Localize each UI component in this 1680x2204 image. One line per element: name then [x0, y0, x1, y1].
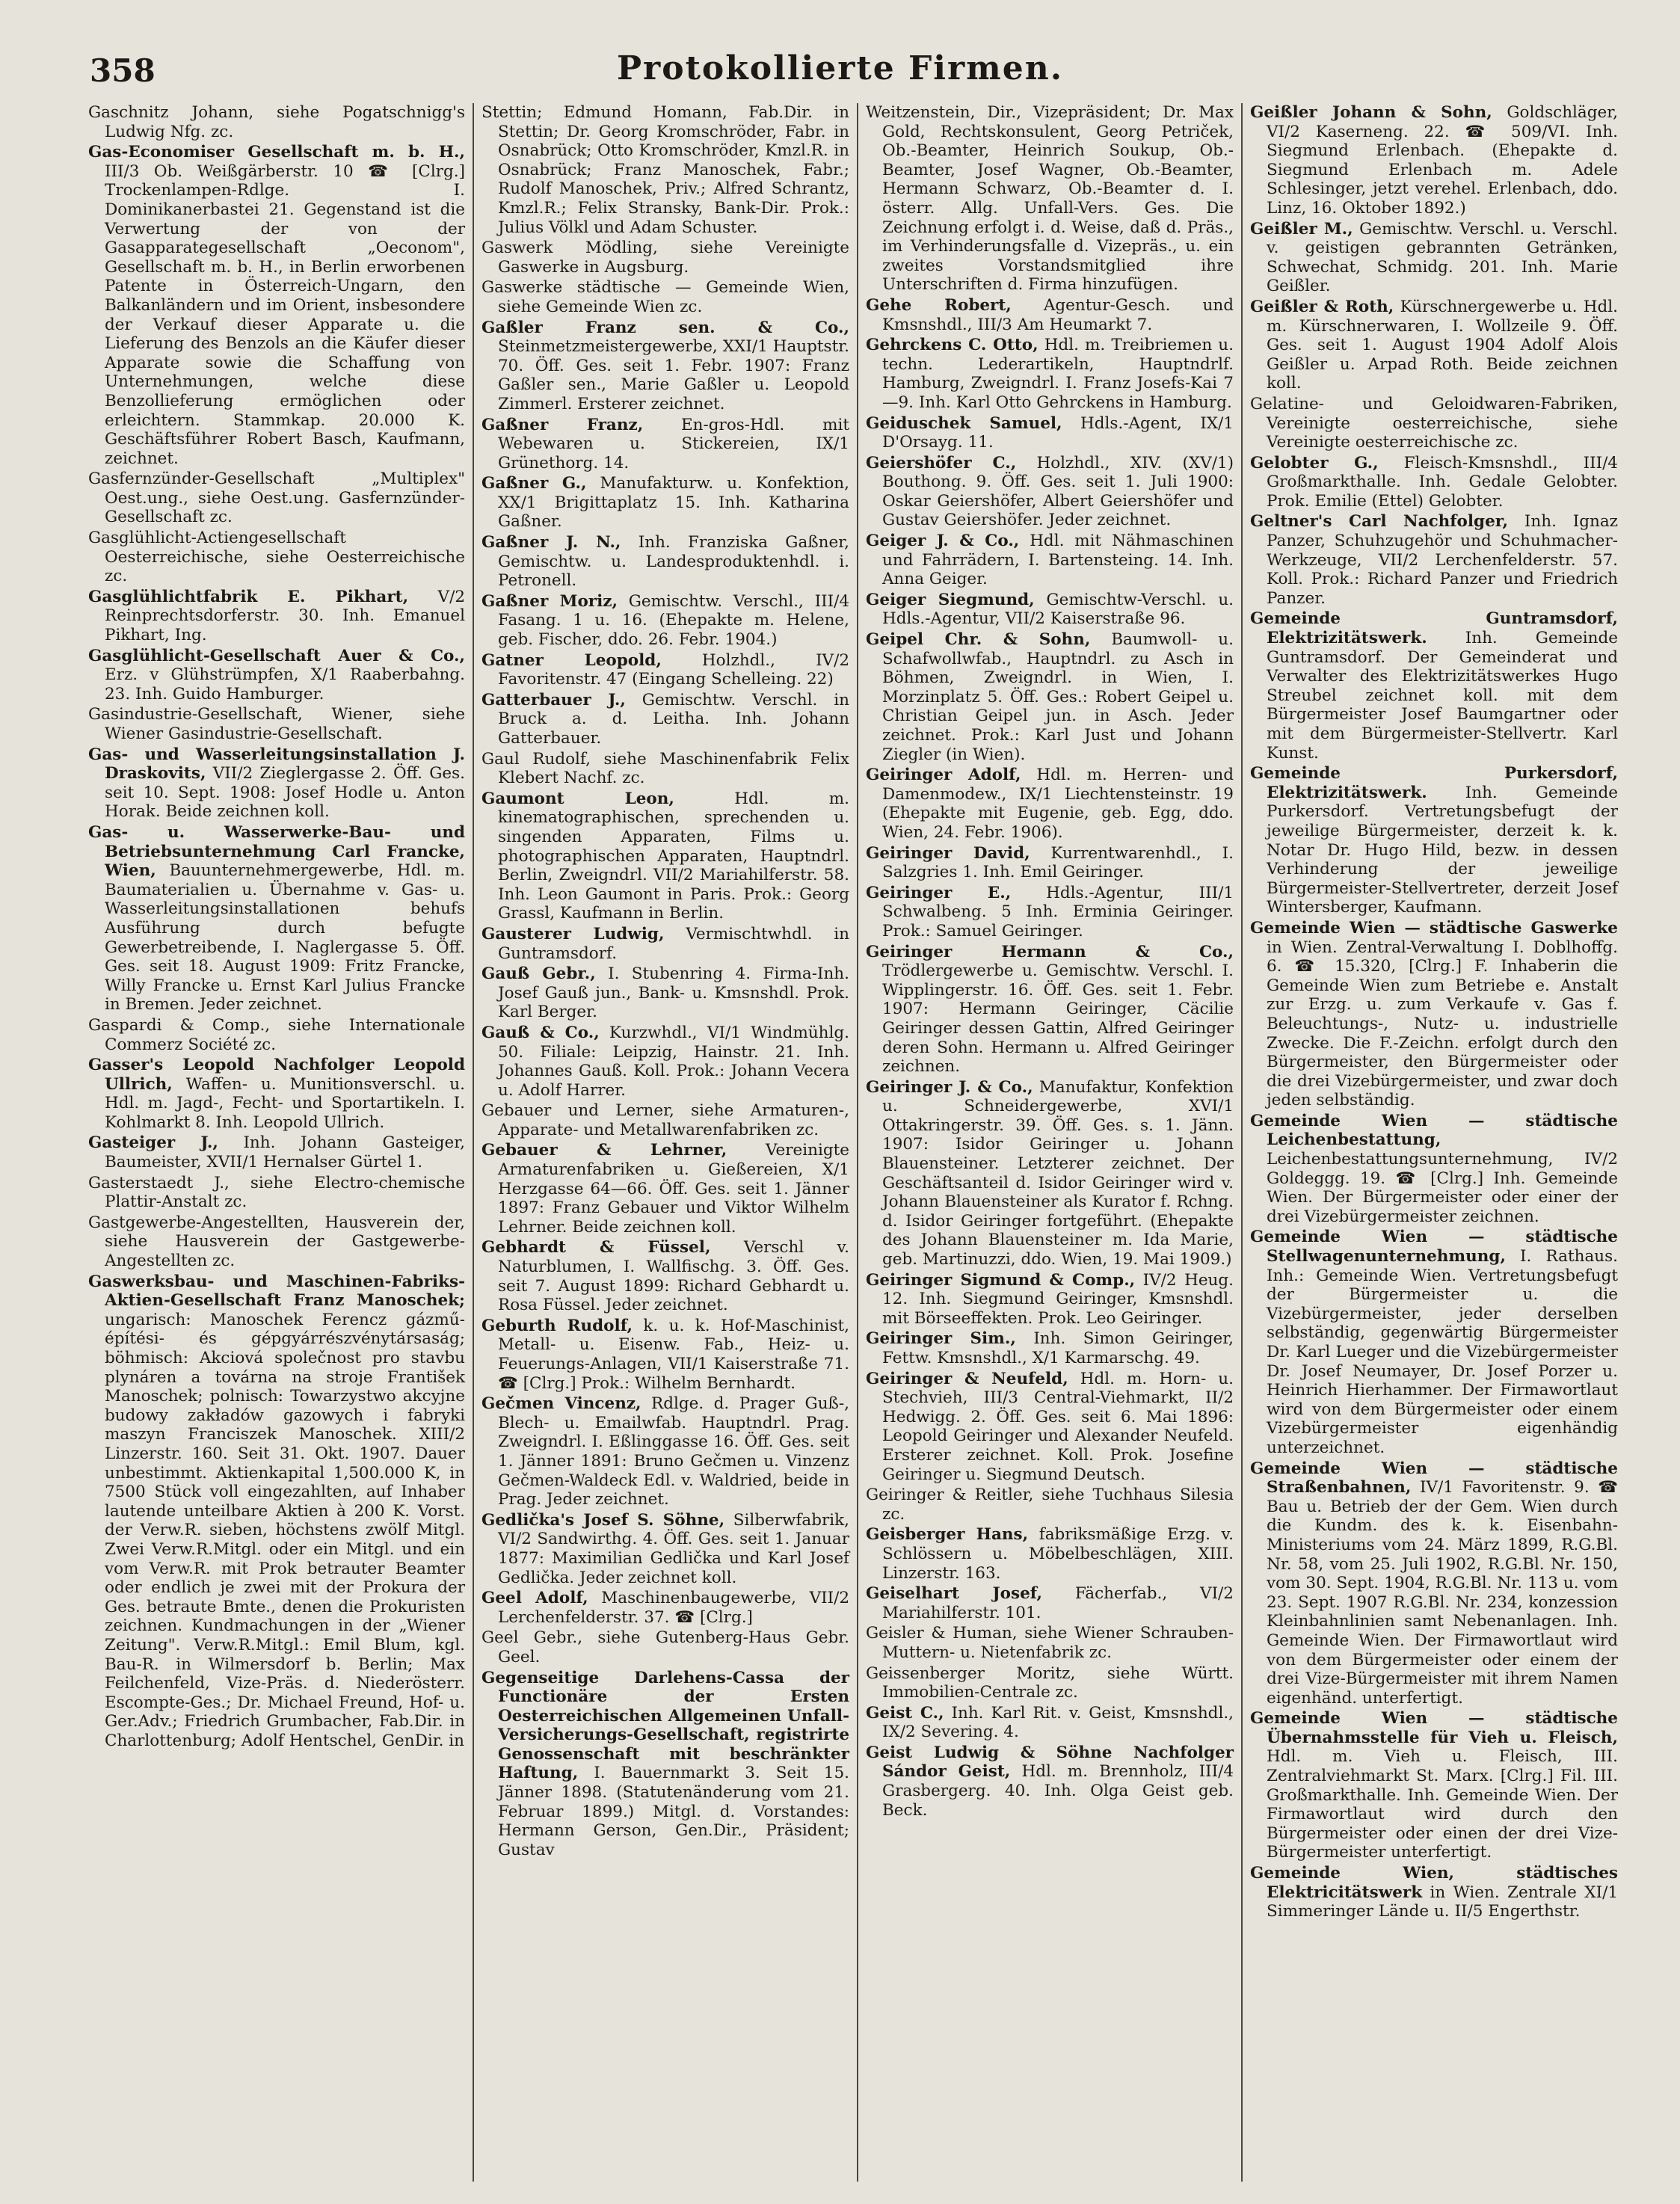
firm-name: Gauß Gebr., — [481, 964, 596, 984]
entry-text: Kürschnergewerbe u. Hdl. m. Kürschnerwaren, I. Wollzeile 9. Öff. Ges. seit 1. August 1904 Adolf Alois Geißler u. Arpad Roth. Beide zeichnen koll. — [1267, 297, 1619, 393]
directory-entry — [1250, 919, 1618, 1110]
directory-entry — [1250, 609, 1618, 763]
firm-name: Gemeinde Wien — städtische Straßenbahnen, — [1250, 1459, 1618, 1497]
firm-name: Geiringer Sim., — [866, 1329, 1016, 1349]
entry-text: Hdl. m. Treibriemen u. techn. Lederartikeln, Hauptndrlf. Hamburg, Zweigndrl. I. Franz Josefs-Kai 7—9. Inh. Karl Otto Gehrckens in Hamburg. — [882, 336, 1234, 412]
directory-entry — [1250, 1112, 1618, 1227]
firm-name: Geiringer Sigmund & Comp., — [866, 1270, 1136, 1290]
entry-text: IV/1 Favoritenstr. 9. ☎ Bau u. Betrieb der der Gem. Wien durch die Kundm. des k. k. Eisenbahn-Ministeriums vom 24. März 1899, R.G.Bl. Nr. 58, vom 25. Juli 1902, R.G.Bl. Nr. 150, vom 30. Sept. 1904, R.G.Bl. Nr. 113 u. vom 23. Sept. 1907 R.G.Bl. Nr. 234, konzession Kleinbahnlinien samt Nebenanlagen. Inh. Gemeinde Wien. Der Firmawortlaut wird von dem Bürgermeister oder einem der drei Vize-Bürgermeister mit ihrem Namen eigenhänd. unterfertigt. — [1267, 1478, 1618, 1708]
firm-name: Geist C., — [866, 1703, 944, 1723]
firm-name: Gehrckens C. Otto, — [866, 336, 1039, 355]
entry-text: Inh. Simon Geiringer, Fettw. Kmsnshdl., X/1 Karmarschg. 49. — [882, 1329, 1234, 1367]
directory-entry — [866, 1486, 1234, 1524]
entry-text: Hdls.-Agentur, III/1 Schwalbeng. 5 Inh. Erminia Geiringer. Prok.: Samuel Geiringer. — [882, 883, 1234, 941]
firm-name: Gas- und Wasserleitungsinstallation J. Draskovits, — [88, 745, 465, 784]
entry-text: Inh. Gemeinde Purkersdorf. Vertretungsbefugt der jeweilige Bürgermeister, derzeit k. k. Notar Dr. Hugo Hild, bezw. in dessen Verhinderung der jeweilige Bürgermeister-Stellvertreter, derzeit Josef Wintersberger, Kaufmann. — [1267, 783, 1618, 917]
directory-entry — [1250, 1459, 1618, 1708]
entry-text: Gemischtw-Verschl. u. Hdls.-Agentur, VII/2 Kaiserstraße 96. — [882, 590, 1234, 629]
entry-text: Gemischtw. Verschl., III/4 Fasang. 1 u. 16. (Ehepakte m. Helene, geb. Fischer, ddo. 26. Febr. 1904.) — [498, 591, 849, 650]
firm-name: Gaumont Leon, — [481, 789, 674, 808]
directory-entry — [866, 454, 1234, 530]
directory-entry — [481, 750, 849, 788]
directory-entry — [481, 278, 849, 316]
firm-name: Gausterer Ludwig, — [481, 924, 665, 944]
directory-entry — [88, 470, 465, 527]
entry-text: Inh. Ignaz Panzer, Schuhzugehör und Schuhmacher-Werkzeuge, VII/2 Lerchenfelderstr. 57. Koll. Prok.: Richard Panzer und Friedrich Panzer. — [1267, 512, 1619, 608]
text-columns — [88, 103, 1627, 2182]
directory-entry — [88, 647, 465, 704]
directory-entry — [866, 766, 1234, 842]
firm-name: Gas- u. Wasserwerke-Bau- und Betriebsunternehmung Carl Francke, Wien, — [88, 822, 465, 881]
entry-text: Gemischtw. Verschl. in Bruck a. d. Leitha. Inh. Johann Gatterbauer. — [498, 690, 849, 748]
entry-text: Geiringer & Reitler, siehe Tuchhaus Silesia zc. — [866, 1486, 1234, 1524]
directory-entry — [481, 1141, 849, 1237]
directory-entry — [481, 651, 849, 689]
firm-name: Geiershöfer C., — [866, 453, 1017, 472]
column-3 — [857, 103, 1241, 2182]
entry-text: Inh. Franziska Gaßner, Gemischtw. u. Landesproduktenhdl. i. Petronell. — [498, 533, 849, 591]
firm-name: Geiringer E., — [866, 883, 1012, 902]
directory-entry — [866, 414, 1234, 452]
directory-entry — [866, 532, 1234, 589]
entry-text: Weitzenstein, Dir., Vizepräsident; Dr. Max Gold, Rechtskonsulent, Georg Petriček, Ob.-Beamter, Heinrich Soukup, Ob.-Beamter, Josef Wagner, Ob.-Beamter, Hermann Schwarz, Ob.-Beamter d. I. österr. Allg. Unfall-Vers. Ges. Die Zeichnung erfolgt i. d. Weise, daß d. Präs., im Verhinderungsfalle d. Vizepräs., u. ein zweites Vorstandsmitglied ihre Unterschriften d. Firma hinzufügen. — [866, 103, 1234, 295]
firm-name: Geiselhart Josef, — [866, 1584, 1043, 1604]
firm-name: Gasser's Leopold Nachfolger Leopold Ullrich, — [88, 1056, 465, 1094]
firm-name: Gelobter G., — [1250, 453, 1379, 472]
entry-text: Vermischtwhdl. in Guntramsdorf. — [498, 924, 849, 963]
directory-entry — [88, 1174, 465, 1212]
directory-entry — [866, 103, 1234, 295]
entry-text: Hdl. mit Nähmaschinen und Fahrrädern, I. Bartensteing. 14. Inh. Anna Geiger. — [882, 532, 1234, 589]
entry-text: Inh. Johann Gasteiger, Baumeister, XVII/1 Hernalser Gürtel 1. — [105, 1133, 465, 1172]
directory-entry — [481, 592, 849, 650]
directory-entry — [88, 823, 465, 1015]
directory-entry — [866, 1370, 1234, 1485]
entry-text: Hdls.-Agent, IX/1 D'Orsayg. 11. — [882, 413, 1234, 452]
entry-text: Gasindustrie-Gesellschaft, Wiener, siehe Wiener Gasindustrie-Gesellschaft. — [88, 705, 465, 743]
entry-text: Erz. v Glühstrümpfen, X/1 Raaberbahng. 23. Inh. Guido Hamburger. — [105, 665, 465, 704]
entry-text: Gaswerk Mödling, siehe Vereinigte Gaswerke in Augsburg. — [481, 238, 849, 277]
firm-name: Gemeinde Purkersdorf, Elektrizitätswerk. — [1250, 764, 1618, 802]
firm-name: Geiringer Adolf, — [866, 766, 1021, 785]
directory-entry — [88, 143, 465, 468]
directory-entry — [481, 318, 849, 414]
firm-name: Geißler Johann & Sohn, — [1250, 103, 1492, 122]
directory-entry — [481, 533, 849, 591]
entry-text: Gaswerke städtische — Gemeinde Wien, siehe Gemeinde Wien zc. — [481, 278, 849, 316]
entry-text: Hdl. m. Brennholz, III/4 Grasbergerg. 40. Inh. Olga Geist geb. Beck. — [882, 1762, 1234, 1820]
entry-text: Hdl. m. kinematographischen, sprechenden u. singenden Apparaten, Films u. photographischen Apparaten, Hauptndrl. Berlin, Zweigndrl. VII/2 Mariahilferstr. 58. Inh. Leon Gaumont in Paris. Prok.: Georg Grassl, Kaufmann in Berlin. — [498, 789, 849, 923]
firm-name: Gaswerksbau- und Maschinen-Fabriks-Aktien-Gesellschaft Franz Manoschek; — [88, 1272, 465, 1311]
directory-entry — [866, 1078, 1234, 1269]
firm-name: Geiger Siegmund, — [866, 590, 1035, 609]
directory-entry — [866, 630, 1234, 764]
entry-text: Fleisch-Kmsnshdl., III/4 Großmarkthalle. Inh. Gedale Gelobter. Prok. Emilie (Ettel) Gelobter. — [1267, 453, 1618, 511]
firm-name: Gatner Leopold, — [481, 650, 662, 670]
firm-name: Geißler M., — [1250, 219, 1353, 238]
firm-name: Geiringer David, — [866, 843, 1030, 863]
firm-name: Geiger J. & Co., — [866, 532, 1020, 551]
firm-name: Gemeinde Wien — städtische Übernahmsstelle für Vieh u. Fleisch, — [1250, 1709, 1618, 1747]
directory-entry — [88, 1272, 465, 1751]
directory-entry — [481, 1238, 849, 1314]
entry-text: VII/2 Zieglergasse 2. Öff. Ges. seit 10. Sept. 1908: Josef Hodle u. Anton Horak. Beide zeichnen koll. — [105, 764, 465, 822]
entry-text: Inh. Karl Rit. v. Geist, Kmsnshdl., IX/2 Severing. 4. — [882, 1703, 1234, 1742]
directory-entry — [866, 296, 1234, 334]
entry-text: in Wien. Zentral-Verwaltung I. Doblhoffg. 6. ☎ 15.320, [Clrg.] F. Inhaberin die Gemeinde Wien zum Betriebe e. Anstalt zur Erzg. u. zum Verkaufe v. Gas f. Beleuchtungs-, Nutz- u. industrielle Zwecke. Die F.-Zeichn. erfolgt durch den Bürgermeister, den Bürgermeister oder die drei Vizebürgermeister, und zwar doch jeden selbständig. — [1267, 938, 1618, 1110]
firm-name: Gemeinde Guntramsdorf, Elektrizitätswerk. — [1250, 609, 1618, 648]
entry-text: Gasfernzünder-Gesellschaft „Multiplex" Oest.ung., siehe Oest.ung. Gasfernzünder-Gesellschaft zc. — [88, 470, 465, 527]
firm-name: Gedlička's Josef S. Söhne, — [481, 1510, 725, 1530]
entry-text: Leichenbestattungsunternehmung, IV/2 Goldeggg. 19. ☎ [Clrg.] Inh. Gemeinde Wien. Der Bürgermeister oder einer der drei Vizebürgermeister zeichnen. — [1267, 1150, 1618, 1226]
directory-entry — [866, 1704, 1234, 1742]
directory-entry — [866, 336, 1234, 412]
directory-entry — [481, 1589, 849, 1627]
directory-entry — [866, 1664, 1234, 1702]
entry-text: Gemischtw. Verschl. u. Verschl. v. geistigen gebrannten Getränken, Schwechat, Schmidg. 201. Inh. Marie Geißler. — [1267, 219, 1618, 296]
directory-entry — [88, 1056, 465, 1132]
firm-name: Geltner's Carl Nachfolger, — [1250, 512, 1509, 532]
firm-name: Geiringer J. & Co., — [866, 1077, 1033, 1097]
entry-text: Hdl. m. Herren- und Damenmodew., IX/1 Liechtensteinstr. 19 (Ehepakte mit Eugenie, geb. Egg, ddo. Wien, 24. Febr. 1906). — [882, 766, 1234, 842]
directory-entry — [481, 691, 849, 748]
directory-entry — [481, 1669, 849, 1860]
entry-text: I. Bauernmarkt 3. Seit 15. Jänner 1898. (Statutenänderung vom 21. Februar 1899.) Mitgl. d. Vorstandes: Hermann Gerson, Gen.Dir., Präsident; Gustav — [498, 1764, 849, 1859]
entry-text: Gaul Rudolf, siehe Maschinenfabrik Felix Klebert Nachf. zc. — [481, 749, 849, 788]
entry-text: Rdlge. d. Prager Guß-, Blech- u. Emailwfab. Hauptndrl. Prag. Zweigndrl. I. Eßlinggasse 16. Öff. Ges. seit 1. Jänner 1891: Bruno Gečmen u. Vinzenz Gečmen-Waldeck Edl. v. Waldried, beide in Prag. Jeder zeichnet. — [498, 1394, 850, 1509]
directory-entry — [88, 1213, 465, 1271]
directory-entry — [866, 844, 1234, 882]
firm-name: Gasteiger J., — [88, 1133, 218, 1153]
entry-text: Trödlergewerbe u. Gemischtw. Verschl. I. Wipplingerstr. 16. Öff. Ges. seit 1. Febr. 1907: Hermann Geiringer, Cäcilie Geiringer dessen Gattin, Alfred Geiringer deren Sohn. Hermann u. Alfred Geiringer zeichnen. — [882, 961, 1234, 1077]
firm-name: Gatterbauer J., — [481, 690, 626, 709]
directory-entry — [481, 1628, 849, 1666]
entry-text: ungarisch: Manoschek Ferencz gázmű-építési- és gépgyárrészvénytársaság; böhmisch: Akciová společnost pro stavbu plynáren a továrna na stroje František Manoschek; polnisch: Towarzystwo akcyjne budowy zakładów gazowych i fabryki maszyn Franciszek Manoschek. XIII/2 Linzerstr. 160. Seit 31. Okt. 1907. Dauer unbestimmt. Aktienkapital 1,500.000 K, in 7500 Stück voll eingezahlten, auf Inhaber lautende unteilbare Aktien à 200 K. Vorst. der Verw.R. sieben, höchstens zwölf Mitgl. Zwei Verw.R.Mitgl. oder ein Mitgl. und ein vom Verw.R. mit Prok betrauter Beamter oder endlich je zwei mit der Prokura der Ges. betraute Bmte., denen die Prokuristen zeichnen. Kundmachungen in der „Wiener Zeitung". Verw.R.Mitgl.: Emil Blum, kgl. Bau-R. in Wilmersdorf b. Berlin; Max Feilchenfeld, Vize-Präs. d. Niederösterr. Escompte-Ges.; Dr. Michael Freund, Hof- u. Ger.Adv.; Friedrich Grumbacher, Fab.Dir. in Charlottenburg; Adolf Hentschel, GenDir. in — [105, 1310, 465, 1750]
entry-text: Holzhdl., IV/2 Favoritenstr. 47 (Eingang Schelleing. 22) — [498, 650, 850, 689]
page-number: 358 — [90, 52, 156, 89]
entry-text: Gebauer und Lerner, siehe Armaturen-, Apparate- und Metallwarenfabriken zc. — [481, 1101, 849, 1139]
entry-text: Manufakturw. u. Konfektion, XX/1 Brigittaplatz 15. Inh. Katharina Gaßner. — [498, 474, 849, 532]
firm-name: Gauß & Co., — [481, 1023, 600, 1042]
directory-entry — [866, 884, 1234, 941]
directory-entry — [1250, 103, 1618, 218]
firm-name: Gas-Economiser Gesellschaft m. b. H., — [88, 143, 465, 162]
entry-text: Goldschläger, VI/2 Kaserneng. 22. ☎ 509/VI. Inh. Siegmund Erlenbach. (Ehepakte d. Siegmund Erlenbach m. Adele Schlesinger, jetzt verehel. Erlenbach, ddo. Linz, 16. Oktober 1892.) — [1267, 103, 1618, 218]
directory-entry — [481, 964, 849, 1022]
firm-name: Gemeinde Wien, städtisches Elektricitätswerk — [1250, 1864, 1618, 1902]
firm-name: Gebhardt & Füssel, — [481, 1238, 711, 1258]
page-title: Protokollierte Firmen. — [616, 49, 1064, 87]
directory-entry — [1250, 454, 1618, 511]
entry-text: Agentur-Gesch. und Kmsnshdl., III/3 Am Heumarkt 7. — [882, 295, 1234, 334]
entry-text: III/3 Ob. Weißgärberstr. 10 ☎ [Clrg.] Trockenlampen-Rdlge. I. Dominikanerbastei 21. Gegenstand ist die Verwertung der von der Gasapparategesellschaft „Oeconom", Gesellschaft m. b. H., in Berlin erworbenen Patente in Österreich-Ungarn, den Balkanländern und im Orient, insbesondere der Verkauf dieser Apparate u. die Lieferung des Benzols an die Käufer dieser Apparate sowie die Schaffung von Unternehmungen, welche diese Benzollieferung ermöglichen oder erleichtern. Stammkap. 20.000 K. Geschäftsführer Robert Basch, Kaufmann, zeichnet. — [105, 161, 465, 468]
firm-name: Gaßner G., — [481, 474, 587, 493]
entry-text: Gastgewerbe-Angestellten, Hausverein der, siehe Hausverein der Gastgewerbe-Angestellten zc. — [88, 1213, 465, 1271]
entry-text: Hdl. m. Horn- u. Stechvieh, III/3 Central-Viehmarkt, II/2 Hedwigg. 2. Öff. Ges. seit 6. Mai 1896: Leopold Geiringer und Alexander Neufeld. Ersterer zeichnet. Koll. Prok. Josefine Geiringer u. Siegmund Deutsch. — [882, 1369, 1234, 1484]
directory-entry — [88, 1016, 465, 1054]
entry-text: IV/2 Heug. 12. Inh. Siegmund Geiringer, Kmsnshdl. mit Börseeffekten. Prok. Leo Geiringer. — [882, 1270, 1234, 1328]
directory-entry — [481, 474, 849, 532]
directory-entry — [866, 1584, 1234, 1622]
directory-entry — [1250, 764, 1618, 917]
directory-entry — [88, 529, 465, 586]
entry-text: Geisler & Human, siehe Wiener Schrauben-Muttern- u. Nietenfabrik zc. — [866, 1624, 1234, 1662]
entry-text: Gaschnitz Johann, siehe Pogatschnigg's Ludwig Nfg. zc. — [88, 103, 465, 141]
entry-text: V/2 Reinprechtsdorferstr. 30. Inh. Emanuel Pikhart, Ing. — [105, 587, 465, 645]
directory-entry — [481, 1023, 849, 1100]
firm-name: Gasglühlichtfabrik E. Pikhart, — [88, 587, 409, 606]
entry-text: Baumwoll- u. Schafwollwfab., Hauptndrl. zu Asch in Böhmen, Zweigndrl. in Wien, I. Morzinplatz 5. Öff. Ges.: Robert Geipel u. Christian Geipel jun. in Asch. Jeder zeichnet. Prok.: Karl Just und Johann Ziegler (in Wien). — [882, 630, 1234, 764]
directory-entry — [481, 1394, 849, 1509]
entry-text: Maschinenbaugewerbe, VII/2 Lerchenfelderstr. 37. ☎ [Clrg.] — [498, 1589, 849, 1627]
entry-text: Verschl v. Naturblumen, I. Wallfischg. 3. Öff. Ges. seit 7. August 1899: Richard Gebhardt u. Rosa Füssel. Jeder zeichnet. — [498, 1238, 849, 1315]
directory-entry — [1250, 512, 1618, 608]
directory-entry — [1250, 1709, 1618, 1862]
directory-entry — [481, 1101, 849, 1139]
firm-name: Gaßler Franz sen. & Co., — [481, 318, 849, 337]
directory-entry — [1250, 298, 1618, 393]
entry-text: Gelatine- und Geloidwaren-Fabriken, Vereinigte oesterreichische, siehe Vereinigte oesterreichische zc. — [1250, 394, 1618, 452]
firm-name: Gaßner J. N., — [481, 533, 621, 552]
firm-name: Gehe Robert, — [866, 295, 1012, 315]
firm-name: Gaßner Franz, — [481, 415, 644, 434]
entry-text: Fächerfab., VI/2 Mariahilferstr. 101. — [882, 1584, 1234, 1622]
directory-entry — [481, 1317, 849, 1393]
entry-text: Stettin; Edmund Homann, Fab.Dir. in Stettin; Dr. Georg Kromschröder, Fabr. in Osnabrück; Otto Kromschröder, Kmzl.R. in Osnabrück; Franz Manoschek, Fabr.; Rudolf Manoschek, Priv.; Alfred Schrantz, Kmzl.R.; Felix Stransky, Bank-Dir. Prok.: Julius Völkl und Adam Schuster. — [481, 103, 849, 237]
firm-name: Geiduschek Samuel, — [866, 413, 1062, 433]
entry-text: Steinmetzmeistergewerbe, XXI/1 Hauptstr. 70. Öff. Ges. seit 1. Febr. 1907: Franz Gaßler sen., Marie Gaßler u. Leopold Zimmerl. Ersterer zeichnet. — [498, 337, 849, 413]
firm-name: Gebauer & Lehrner, — [481, 1141, 727, 1160]
firm-name: Geipel Chr. & Sohn, — [866, 630, 1091, 650]
firm-name: Gečmen Vincenz, — [481, 1394, 641, 1414]
entry-text: Holzhdl., XIV. (XV/1) Bouthong. 9. Öff. Ges. seit 1. Juli 1900: Oskar Geiershöfer, Albert Geiershöfer und Gustav Geiershöfer. Jeder zeichnet. — [882, 453, 1234, 530]
column-1 — [88, 103, 473, 2182]
directory-entry — [1250, 1864, 1618, 1921]
entry-text: Waffen- u. Munitionsverschl. u. Hdl. m. Jagd-, Fecht- und Sportartikeln. I. Kohlmarkt 8. Inh. Leopold Ullrich. — [105, 1074, 465, 1132]
entry-text: Hdl. m. Vieh u. Fleisch, III. Zentralviehmarkt St. Marx. [Clrg.] Fil. III. Großmarkthalle. Inh. Gemeinde Wien. Der Firmawortlaut wird durch den Bürgermeister oder einen der drei Vize-Bürgermeister unterfertigt. — [1267, 1747, 1618, 1862]
directory-entry — [866, 1525, 1234, 1583]
directory-entry — [1250, 1228, 1618, 1457]
firm-name: Geist Ludwig & Söhne Nachfolger Sándor Geist, — [866, 1743, 1234, 1782]
firm-name: Geiringer & Neufeld, — [866, 1369, 1068, 1388]
entry-text: Inh. Gemeinde Guntramsdorf. Der Gemeinderat und Verwalter des Elektrizitätswerkes Hugo Streubel zeichnet koll. mit dem Bürgermeister Josef Baumgartner oder mit dem Bürgermeister-Stellvertr. Karl Kunst. — [1267, 629, 1618, 763]
directory-entry — [1250, 220, 1618, 296]
entry-text: Gasterstaedt J., siehe Electro-chemische Plattir-Anstalt zc. — [88, 1173, 465, 1212]
directory-entry — [481, 238, 849, 277]
directory-entry — [88, 103, 465, 141]
entry-text: Geissenberger Moritz, siehe Württ. Immobilien-Centrale zc. — [866, 1663, 1234, 1702]
firm-name: Gasglühlicht-Gesellschaft Auer & Co., — [88, 646, 465, 665]
column-2 — [473, 103, 857, 2182]
firm-name: Geißler & Roth, — [1250, 297, 1394, 316]
firm-name: Gemeinde Wien — städtische Gaswerke — [1250, 918, 1618, 938]
directory-entry — [88, 745, 465, 822]
directory-entry — [481, 103, 849, 237]
directory-entry — [866, 1329, 1234, 1367]
entry-text: Gaspardi & Comp., siehe Internationale Commerz Société zc. — [88, 1015, 465, 1054]
firm-name: Geel Adolf, — [481, 1589, 588, 1608]
directory-entry — [866, 1743, 1234, 1820]
directory-entry — [88, 588, 465, 645]
entry-text: Kurzwhdl., VI/1 Windmühlg. 50. Filiale: Leipzig, Hainstr. 21. Inh. Johannes Gauß. Koll. Prok.: Johann Vecera u. Adolf Harrer. — [498, 1023, 849, 1100]
directory-entry — [866, 1271, 1234, 1329]
entry-text: Manufaktur, Konfektion u. Schneidergewerbe, XVI/1 Ottakringerstr. 39. Öff. Ges. s. 1. Jänn. 1907: Isidor Geiringer u. Johann Blauensteiner. Letzterer zeichnet. Der Geschäftsanteil d. Isidor Geiringer wird v. Johann Blauensteiner als Kurator f. Rchng. d. Isidor Geiringer fortgeführt. (Ehepakte des Johann Blauensteiner m. Ida Marie, geb. Martinuzzi, ddo. Wien, 19. Mai 1909.) — [882, 1077, 1234, 1269]
firm-name: Gemeinde Wien — städtische Leichenbestattung, — [1250, 1111, 1618, 1150]
entry-text: En-gros-Hdl. mit Webewaren u. Stickereien, IX/1 Grünethorg. 14. — [498, 415, 849, 472]
directory-entry — [866, 591, 1234, 629]
entry-text: Kurrentwarenhdl., I. Salzgries 1. Inh. Emil Geiringer. — [882, 843, 1234, 882]
directory-entry — [481, 925, 849, 963]
firm-name: Geiringer Hermann & Co., — [866, 942, 1234, 961]
page-header — [0, 45, 1680, 97]
directory-entry — [88, 1133, 465, 1172]
entry-text: I. Rathaus. Inh.: Gemeinde Wien. Vertretungsbefugt der Bürgermeister u. die Vizebürgermeister, jeder derselben selbständig, gegenwärtig Bürgermeister Dr. Karl Lueger und die Vizebürgermeister Dr. Josef Neumayer, Dr. Josef Porzer u. Heinrich Hierhammer. Der Firmawortlaut wird von dem Bürgermeister oder einem Vizebürgermeister eigenhändig unterzeichnet. — [1267, 1247, 1618, 1457]
directory-entry — [481, 789, 849, 923]
directory-entry — [866, 943, 1234, 1077]
firm-name: Gegenseitige Darlehens-Cassa der Functionäre der Ersten Oesterreichischen Allgemeinen Unfall-Versicherungs-Gesellschaft, registrirte Genossenschaft mit beschränkter Haftung, — [481, 1668, 849, 1783]
directory-entry — [88, 705, 465, 743]
firm-name: Geburth Rudolf, — [481, 1316, 633, 1335]
entry-text: fabriksmäßige Erzg. v. Schlössern u. Möbelbeschlägen, XIII. Linzerstr. 163. — [882, 1525, 1234, 1583]
directory-entry — [481, 1511, 849, 1587]
entry-text: k. u. k. Hof-Maschinist, Metall- u. Eisenw. Fab., Heiz- u. Feuerungs-Anlagen, VII/1 Kaiserstraße 71. ☎ [Clrg.] Prok.: Wilhelm Bernhardt. — [498, 1316, 849, 1393]
firm-name: Gaßner Moriz, — [481, 591, 618, 611]
entry-text: Silberwfabrik, VI/2 Sandwirthg. 4. Öff. Ges. seit 1. Januar 1877: Maximilian Gedlička und Karl Josef Gedlička. Jeder zeichnet koll. — [498, 1510, 849, 1587]
entry-text: in Wien. Zentrale XI/1 Simmeringer Lände u. II/5 Engerthstr. — [1267, 1883, 1619, 1921]
entry-text: I. Stubenring 4. Firma-Inh. Josef Gauß jun., Bank- u. Kmsnshdl. Prok. Karl Berger. — [498, 964, 849, 1022]
entry-text: Geel Gebr., siehe Gutenberg-Haus Gebr. Geel. — [481, 1628, 849, 1666]
entry-text: Bauunternehmergewerbe, Hdl. m. Baumaterialien u. Übernahme v. Gas- u. Wasserleitungsinstallationen behufs Ausführung durch befugte Gewerbetreibende, I. Naglergasse 5. Öff. Ges. seit 18. August 1909: Fritz Francke, Willy Francke u. Ernst Karl Julius Francke in Bremen. Jeder zeichnet. — [105, 861, 465, 1015]
firm-name: Gemeinde Wien — städtische Stellwagenunternehmung, — [1250, 1228, 1618, 1266]
directory-entry — [1250, 395, 1618, 452]
entry-text: Gasglühlicht-Actiengesellschaft Oesterreichische, siehe Oesterreichische zc. — [88, 529, 465, 586]
directory-entry — [481, 416, 849, 473]
firm-name: Geisberger Hans, — [866, 1525, 1029, 1545]
column-4 — [1241, 103, 1625, 2182]
directory-entry — [866, 1624, 1234, 1662]
entry-text: Vereinigte Armaturenfabriken u. Gießereien, X/1 Herzgasse 64—66. Öff. Ges. seit 1. Jänner 1897: Franz Gebauer und Viktor Wilhelm Lehrner. Beide zeichnen koll. — [498, 1141, 849, 1237]
